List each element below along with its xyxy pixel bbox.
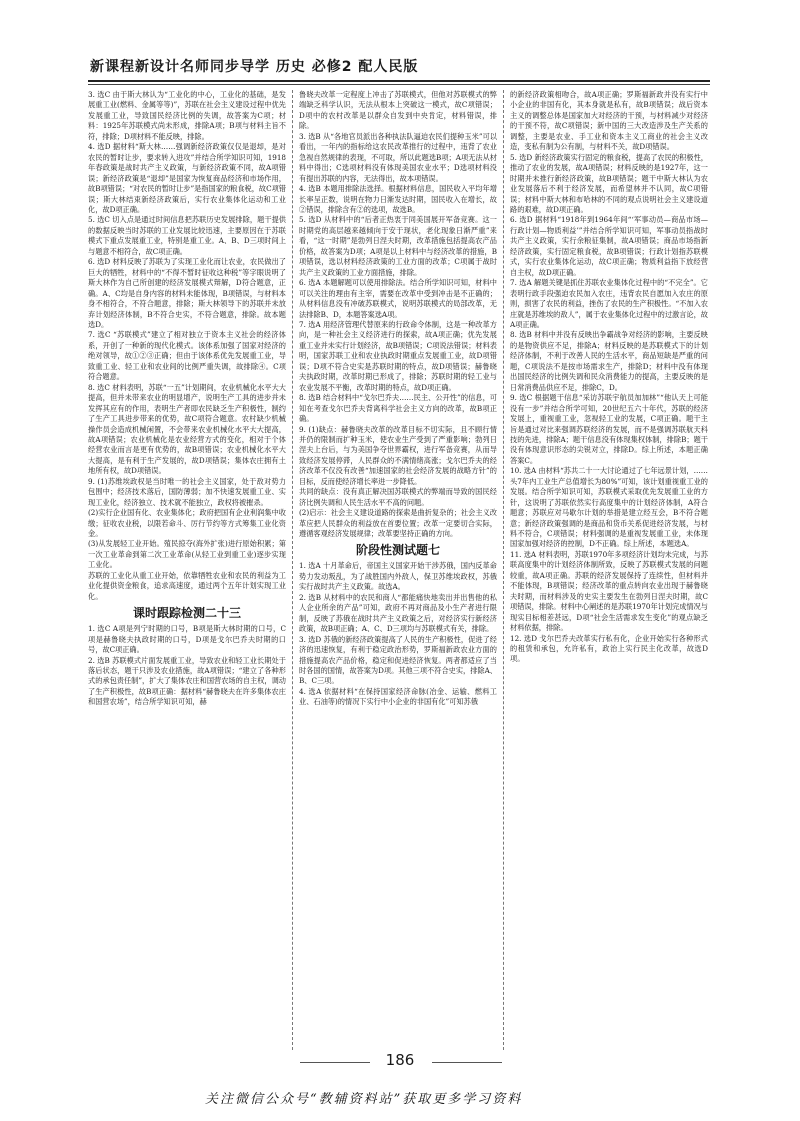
answer-columns [88,90,712,1050]
answer-paragraph: 11. 选A 材料表明，苏联1970年多项经济计划均未完成，与苏联高度集中的计划经济体制所致，反映了苏联模式发展的问题较重，故A项正确。苏联的经济发展保持了连续性，但材料并不能体现，B项错误；经济改革的重点转向农业出现于赫鲁晓夫时期，而材料涉及的史实主要发生在勃列日涅夫时期，故C项错误，排除。材料中心阐述的是苏联1970年计划完成情况与现实目标相差甚远，D项“社会生活需求发生变化”的观点缺乏材料依据，排除。 [510,549,708,633]
answer-paragraph: (2)启示：社会主义建设道路的探索是曲折复杂的；社会主义改革应把人民群众的利益放在首要位置；改革一定要切合实际，遵循客观经济发展规律；改革要坚持正确的方向。 [299,508,497,539]
page-number: 186 [385,1051,415,1069]
header-rule-thin [88,84,710,85]
answer-paragraph: 5. 选D 从材料中的“后者正热衷于同美国展开军备竞赛。这一时期党的高层越来越倾向于安于现状，老化现象日渐严重”来看，“这一时期”是勃列日涅夫时期，改革措施包括提高农产品价格，故答案为D项；A项是以上材料中与经济改革的措施，B项错误，选以材料经济政策的工业方面的改革；C项属于战时共产主义政策的工业方面措施，排除。 [299,215,497,277]
answer-paragraph: 的新经济政策相吻合，故A项正确；罗斯福新政并没有实行中小企业的非国有化，其本身就是私有，故B项错误；战后资本主义的调整总体是国家加大对经济的干预，与材料减少对经济的干预不符，故C项错误；新中国的三大改造涉及生产关系的调整，主要是农业、手工业和资本主义工商业的社会主义改造，变私有制为公有制，与材料不关，故D项错误。 [510,90,708,152]
footer-rule-left [300,1062,370,1063]
answer-paragraph: 8. 选B 结合材料中“戈尔巴乔夫……民主、公开性”的信息，可知在考查戈尔巴乔夫背离科学社会主义方向的改革，故B项正确。 [299,393,497,424]
answer-paragraph: 10. 选A 由材料“苏共二十一大讨论通过了七年远景计划，……头7年内工业生产总值增长为80%”可知，该计划重视重工业的发展。结合所学知识可知，苏联模式采取优先发展重工业的方针，这说明了苏联依然实行高度集中的计划经济体制，A符合题意；苏联应对马歇尔计划的举措是建立经互会，B不符合题意；新经济政策强调的是商品和货币关系促进经济发展，与材料不符合，C项错误；材料强调的是重视发展重工业，未体现国家加强对经济的控制，D不正确。综上所述，本题选A。 [510,466,708,549]
answer-paragraph: 4. 选B 本题用排除法选择。根据材料信息，国民收入平均年增长率呈正数，说明在物力日渐发达时期，国民收入在增长，故②错误，排除含有②的选项，故选B。 [299,184,497,214]
answer-paragraph: 4. 选A 依据材料“在保持国家经济命脉(冶金、运输、燃料工业、石油等)的情况下实行中小企业的非国有化”可知苏俄 [299,686,497,707]
answer-paragraph: 6. 选A 本题解题可以使用排除法。结合所学知识可知，材料中可以关注的理由有主宰，需要在改革中受到冲击是不正确的；从材料信息没有冲破苏联模式，说明苏联模式的局部改革，无法排除B、D，本题答案选A项。 [299,278,497,319]
answer-paragraph: 7. 选C “苏联模式”建立了相对独立于资本主义社会的经济体系，开创了一种新的现代化模式。该体系加强了国家对经济的绝对领导，故①②③正确；但由于该体系优先发展重工业，导致重工业、轻工业和农业间的比例严重失调，故排除④。C项符合题意。 [88,330,286,382]
column-divider [503,90,504,1050]
answer-paragraph: 7. 选A 用经济管理代替原来的行政命令体制，这是一种改革方向，是一种社会主义经济进行的探索，故A项正确；优先发展重工业并未实行计划经济，故B项错误；C项说法错误；材料表明，国家苏联工业和农业执政时期重点发展重工业，故D项错误；D项不符合史实是苏联时期的特点，故D项错误；赫鲁晓夫执政时期，改革时期已形成了，排除；苏联时期的轻工业与农业发展不平衡，改革时期的特点，故D项正确。 [299,319,497,392]
section-title: 阶段性测试题七 [355,543,440,558]
column-2 [299,90,497,1050]
answer-paragraph: (3)从发展轻工业开始。殖民掠夺(海外扩张)进行原始积累；第一次工业革命到第二次工业革命(从轻工业到重工业)逐步实现工业化。 [88,539,286,570]
answer-paragraph: 12. 选D 戈尔巴乔夫改革实行私有化，企业开始实行各种形式的租赁和承包，允许私有，政治上实行民主化改革，故选D项。 [510,633,708,664]
answer-paragraph: 鲁晓夫改革一定程度上冲击了苏联模式，但他对苏联模式的弊端缺乏科学认识，无法从根本上突破这一模式，故C项错误；D项中的农村改革是以群众自发到中央肯定，材料错误，排除。 [299,90,497,131]
answer-paragraph: 3. 选C 由于斯大林认为“工业化的中心，工业化的基础，是发展重工业(燃料、金属等等)”，苏联在社会主义建设过程中优先发展重工业，导致国民经济比例的失调，故答案为C项；材料：1925年苏联模式尚未形成，排除A项；B项与材料主旨不符，排除；D项材料不能反映，排除。 [88,90,286,141]
answer-paragraph: 5. 选C 切入点是通过时间信息把苏联历史发展排除，题干提供的数据反映当时苏联的工业发展比较迅速，主要原因在于苏联模式下重点发展重工业，特别是重工业。A、B、D三项时间上与题意不相符合，故C项正确。 [88,215,286,256]
answer-paragraph: (2)实行企业国有化、农业集体化；政府把国有企业利润集中收缴；征收农业税，以限若命斗、厉行节约等方式筹集工业化资金。 [88,508,286,539]
answer-paragraph: 8. 选C 材料表明，苏联“一五”计划期间，农业机械化水平大大提高，但并未带来农业的明显增产，说明生产工具的进步并未发挥其应有的作用，表明生产者即农民缺乏生产积极性，制约了生产工具进步带来的优势，故C项符合题意。农村缺少机械操作员会造成机械闲置，不会带来农业机械化水平大大提高，故A项错误；农业机械化是农业经营方式的变化，相对于个体经营农业而言是更有优势的，故B项错误；农业机械化水平大大提高，是有利于生产发展的，故D项错误；集体农庄拥有土地所有权，故D项错误。 [88,382,286,476]
section-title: 课时跟踪检测二十三 [132,606,241,621]
answer-paragraph: 3. 选D 苏俄的新经济政策提高了人民的生产积极性，促进了经济的迅速恢复，有利于稳定政治形势，罗斯福新政农业方面的措施提高农产品价格，稳定和促进经济恢复。两者都适应了当时各国的国情，故答案为D项。其他三项不符合史实，排除A、B、C三项。 [299,634,497,686]
answer-paragraph: 7. 选A 解题关键是抓住苏联农业集体化过程中的“不完全”。它表明行政手段强迫农民加入农庄，违背农民自愿加入农庄的原则，损害了农民的利益，挫伤了农民的生产积极性。“不加入农庄就是苏维埃的敌人”，属于农业集体化过程中的过激言论，故A项正确。 [510,278,708,329]
answer-paragraph: 3. 选B 从“各地官员派出各种执法队逼迫农民们提种玉米”可以看出，一年内的指标给这农民改革推行的过程中，违背了农业急视自然规律的表现，不可取，所以此题选B项；A项无法从材料中得出；C选项材料没有体现美国农业水平；D选项材料没有提出苏联的内容，无法得出，故本项错误。 [299,131,497,183]
answer-paragraph: 8. 选B 材料中并没有反映出争霸战争对经济的影响，主要反映的是物资供应不足，排除A；材料反映的是苏联模式下的计划经济体制，不利于改善人民的生活水平，商品短缺是严重的问题，C项说法不是按市场需求生产，排除D；材料中没有体现出国民经济的比例失调和民众消费能力的提高，主要反映的是日常消费品供应不足，排除C，D。 [510,330,708,392]
header-rule [88,80,710,82]
answer-paragraph: 6. 选D 材料反映了苏联为了实现工业化而让农业，农民做出了巨大的牺牲，材料中的“不得不暂时征收这种税”等字眼说明了斯大林作为自己所创建的经济发展模式辩解，D符合题意，正确。A、C均是自身内容的材料未能体现，B项错误，与材料本身不相符合，不符合题意，排除；斯大林领导下的苏联并未放弃计划经济体制，B不符合史实，不符合题意，排除。故本题选D。 [88,257,286,329]
answer-paragraph: 5. 选D 新经济政策实行固定的粮食税，提高了农民的积极性，推动了农业的发展，故A项错误；材料反映的是1927年，这一时期并未推行新经济政策，故B项错误；题干中斯大林认为农业发展落后不利于经济发展，而希望林并不认同，故C项错误；材料中斯大林和布哈林的不同的观点说明社会主义建设道路的艰难，故D项正确。 [510,152,708,214]
answer-paragraph: 6. 选D 据材料“1918年到1964年间“‘军事动员—商品市场—行政计划—物质利益’”并结合所学知识可知，军事动员指战时共产主义政策，实行余粮征集制，故A项错误；商品市场指新经济政策，实行固定粮食税，故B项错误；行政计划指苏联模式，实行农业集体化运动，故C项正确；物质利益指下放经营自主权，故D项正确。 [510,215,708,277]
column-1 [88,90,286,1050]
answer-paragraph: 9. (1)缺点：赫鲁晓夫改革的改革目标不切实际，且不顾行情并仍的限制而扩种玉米，使农业生产受到了严重影响；勃列日涅夫上台后，与为美国争夺世界霸权，进行军备竞赛，从而导致经济发展停滞，人民群众的不满情绪高涨；戈尔巴乔夫的经济改革不仅没有改善“加速国家的社会经济发展的战略方针”的目标，反而使经济增长率进一步降低。 [299,424,497,486]
page-header: 新课程新设计名师同步导学 历史 必修2 配人民版 [90,59,419,75]
column-divider [292,90,293,1050]
answer-paragraph: 2. 选B 从材料中的农民和商人“都能痛快地卖出并出售他的私人企业所余的产品”可知，政府不再对商品及小生产者进行限制，反映了苏俄在战时共产主义政策之后，对经济实行新经济政策，故B项正确；A、C、D三项均与苏联模式有关，排除。 [299,592,497,634]
footer-rule-right [432,1062,502,1063]
answer-paragraph: 9. 选C 根据题干信息“采访苏联宇航员加加林”“他认天上可能没有一步”并结合所学可知，20世纪五六十年代，苏联的经济发展上，重视重工业，忽视轻工业的发展，C项正确。题干主旨是通过对比来强调苏联经济的发展，而不是强调苏联航天科技的先进，排除A；题干信息没有体现集权体制，排除B；题干没有体现意识形态的尖锐对立，排除D。综上所述，本题正确答案C。 [510,393,708,465]
answer-paragraph: 苏联的工业化从重工业开始，依靠牺牲农业和农民的利益为工业化提供资金粮食，追求高速度，通过两个五年计划实现工业化。 [88,570,286,601]
answer-paragraph: 4. 选D 据材料“斯大林……强调新经济政策仅仅是退却，是对农民的暂时让步，要求转入进攻”并结合所学知识可知，1918年春政策是战时共产主义政策，与新经济政策不同，故A项错误；新经济政策是“退却”是国家为恢复商品经济和市场作用，故B项错误；“对农民的暂时让步”是指国家的粮食税，故C项错误；斯大林结束新经济政策后，实行农业集体化运动和工业化，故D项正确。 [88,142,286,214]
answer-paragraph: 共同的缺点：没有真正解决国苏联模式的弊端而导致的国民经济比例失调和人民生活水平不高的问题。 [299,487,497,507]
answer-paragraph: 9. (1)苏维埃政权是当时唯一的社会主义国家，处于敌对势力包围中；经济技术落后，国防薄弱；加不快速发展重工业、实现工业化，经济独立、技术就不能独立，政权将被摧杀。 [88,476,286,507]
promo-note: 关注微信公众号“教辅资料站”获取更多学习资料 [205,1092,523,1107]
column-3 [510,90,708,1050]
answer-paragraph: 1. 选A 十月革命后，帝国主义国家开始干涉苏俄，国内反革命势力发动叛乱，为了战胜国内外敌人，保卫苏维埃政权，苏俄实行战时共产主义政策。故选A。 [299,561,497,592]
answer-paragraph: 2. 选B 苏联模式片面发展重工业，导致农业和轻工业长期处于落后状态，题干只涉及农业措施，故A项错误；“建立了各种形式的承包责任制”，扩大了集体农庄和国营农场的自主权，调动了生产积极性，故B项正确：据材料“赫鲁晓夫在许多集体农庄和国营农场”，结合所学知识可知，赫 [88,655,286,707]
answer-paragraph: 1. 选C A项是列宁时期的口号，B项是斯大林时期的口号，C项是赫鲁晓夫执政时期的口号，D项是戈尔巴乔夫时期的口号，故C项正确。 [88,624,286,655]
